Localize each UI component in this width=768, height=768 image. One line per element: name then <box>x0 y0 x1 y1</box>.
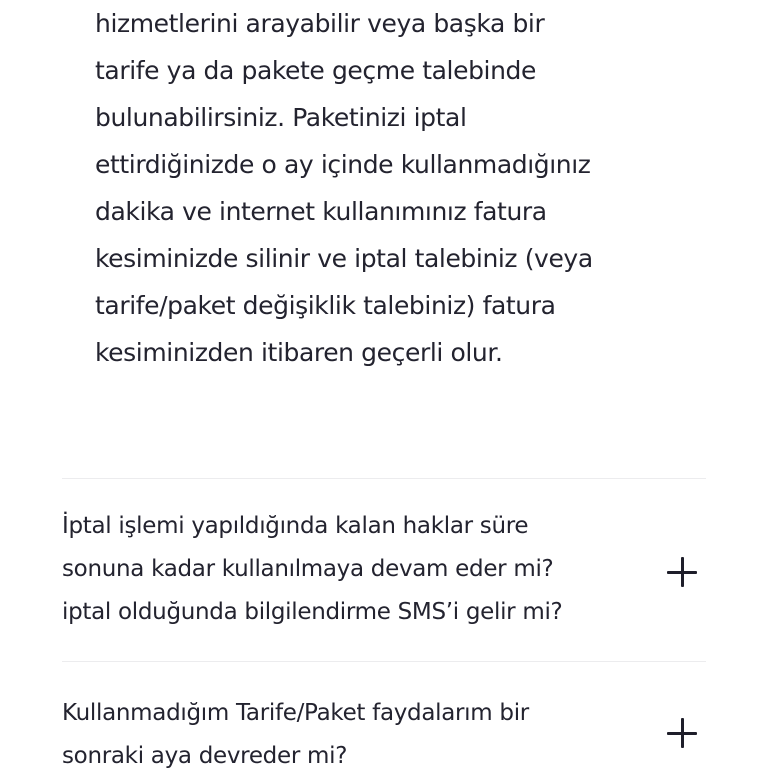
plus-icon[interactable] <box>667 557 697 587</box>
faq-question-line: iptal olduğunda bilgilendirme SMS’i gelir mi? <box>62 599 563 625</box>
answer-line: kesiminizde silinir ve iptal talebiniz (veya <box>95 244 593 273</box>
faq-question-line: Kullanmadığım Tarife/Paket faydalarım bir <box>62 700 529 726</box>
faq-question <box>62 692 632 768</box>
answer-line: hizmetlerini arayabilir veya başka bir <box>95 9 545 38</box>
answer-line: tarife ya da pakete geçme talebinde <box>95 56 536 85</box>
plus-icon[interactable] <box>667 718 697 748</box>
faq-item-remaining-rights[interactable] <box>62 505 706 645</box>
answer-line: bulunabilirsiniz. Paketinizi iptal <box>95 103 467 132</box>
answer-line: ettirdiğinizde o ay içinde kullanmadığınız <box>95 150 591 179</box>
faq-question-line: sonraki aya devreder mi? <box>62 743 348 768</box>
answer-line: dakika ve internet kullanımınız fatura <box>95 197 547 226</box>
faq-divider <box>62 478 706 479</box>
answer-line: tarife/paket değişiklik talebiniz) fatura <box>95 291 556 320</box>
faq-answer-text <box>95 0 705 376</box>
faq-divider <box>62 661 706 662</box>
faq-question-line: İptal işlemi yapıldığında kalan haklar süre <box>62 513 529 539</box>
faq-item-unused-benefits[interactable] <box>62 692 706 768</box>
faq-question-line: sonuna kadar kullanılmaya devam eder mi? <box>62 556 554 582</box>
faq-question <box>62 505 632 634</box>
answer-line: kesiminizden itibaren geçerli olur. <box>95 338 503 367</box>
